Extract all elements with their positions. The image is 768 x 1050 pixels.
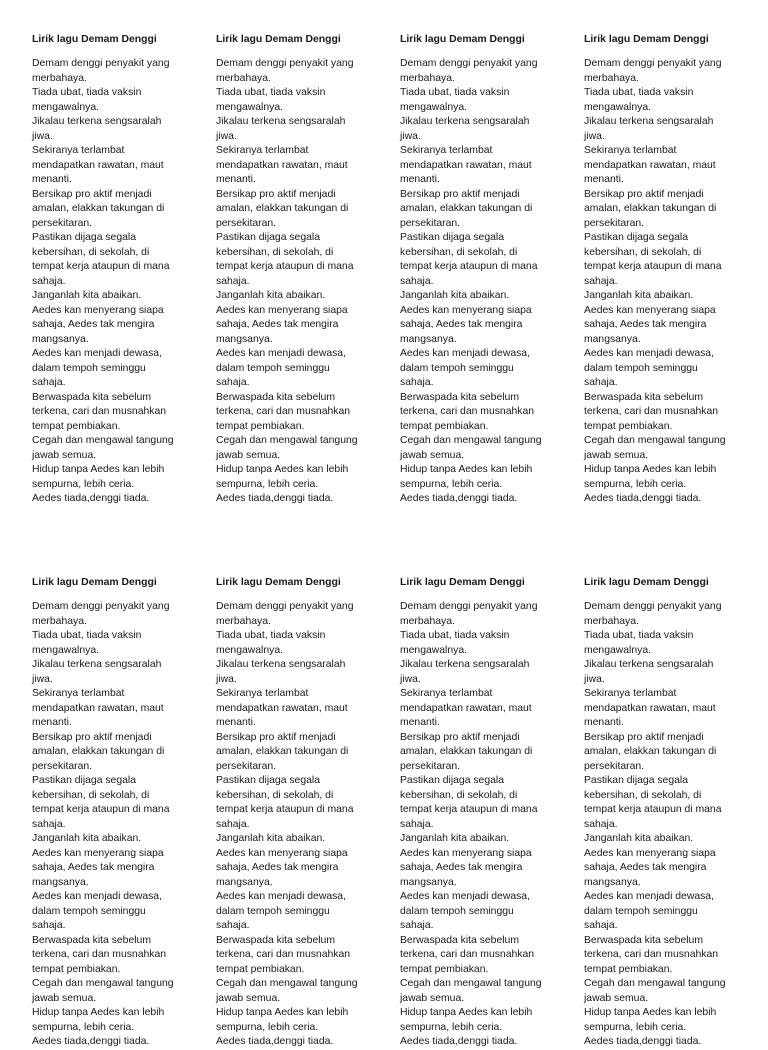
lyric-line: Berwaspada kita sebelum [32,391,151,403]
lyric-line: Aedes kan menjadi dewasa, [216,348,346,359]
lyric-line: Demam denggi penyakit yang [216,601,354,612]
lyric-line: sahaja. [400,920,434,931]
lyric-line: tempat kerja ataupun di mana [216,261,354,272]
lyric-line: Pastikan dijaga segala [216,232,320,243]
lyric-line: sahaja. [32,377,66,388]
lyric-line: tempat pembiakan. [216,963,305,975]
lyric-line: amalan, elakkan takungan di [584,746,717,757]
lyric-line: terkena, cari dan musnahkan [32,406,167,417]
lyric-line: Aedes kan menyerang siapa [400,847,532,859]
lyric-line: menanti. [584,717,624,728]
lyric-line: Tiada ubat, tiada vaksin [216,87,326,98]
lyric-line: Aedes tiada,denggi tiada. [400,1036,518,1047]
lyric-line: mengawalnya. [584,644,652,656]
lyric-line: sahaja. [400,275,434,287]
lyric-line: menanti. [32,174,72,185]
lyric-line: Aedes kan menjadi dewasa, [32,348,162,359]
lyric-line: sahaja, Aedes tak mengira [400,862,523,873]
lyric-line: Tiada ubat, tiada vaksin [584,87,694,98]
lyric-line: Aedes kan menjadi dewasa, [32,891,162,902]
lyric-title: Lirik lagu Demam Denggi [216,34,341,45]
lyric-line: sempurna, lebih ceria. [584,1021,687,1033]
lyric-line: mengawalnya. [584,101,652,113]
lyric-line: Tiada ubat, tiada vaksin [32,630,142,641]
lyric-line: mengawalnya. [400,644,468,656]
lyric-line: Aedes tiada,denggi tiada. [584,1036,702,1047]
lyric-line: Cegah dan mengawal tangung [216,435,358,446]
lyric-line: Aedes kan menyerang siapa [216,847,348,859]
lyric-line: Aedes tiada,denggi tiada. [216,1036,334,1047]
lyric-line: kebersihan, di sekolah, di [400,789,518,801]
lyric-line: Sekiranya terlambat [400,688,493,699]
lyric-line: dalam tempoh seminggu [32,905,146,917]
lyric-line: jawab semua. [216,449,281,461]
lyric-line: dalam tempoh seminggu [400,905,514,917]
lyric-card-r2-c1 [32,576,204,1050]
lyric-line: mengawalnya. [400,101,468,113]
lyric-title: Lirik lagu Demam Denggi [584,577,709,588]
lyric-line: Pastikan dijaga segala [216,775,320,786]
lyric-line: sempurna, lebih ceria. [400,478,503,490]
lyric-line: mengawalnya. [32,101,100,113]
lyric-line: menanti. [400,174,440,185]
lyric-line: dalam tempoh seminggu [216,362,330,374]
lyric-line: Aedes kan menyerang siapa [584,304,716,316]
lyric-line: sempurna, lebih ceria. [584,478,687,490]
lyric-line: Bersikap pro aktif menjadi [216,731,336,743]
lyric-line: Hidup tanpa Aedes kan lebih [400,464,533,475]
lyric-line: menanti. [400,717,440,728]
lyric-line: Aedes tiada,denggi tiada. [400,493,518,504]
lyric-card-r1-c4 [584,33,756,507]
lyric-body [584,57,756,507]
lyric-line: Janganlah kita abaikan. [400,290,510,301]
lyric-line: merbahaya. [32,72,87,84]
lyric-line: Jikalau terkena sengsaralah [216,116,346,127]
lyric-line: tempat kerja ataupun di mana [216,804,354,815]
lyric-line: Cegah dan mengawal tangung [584,978,726,989]
lyric-line: Demam denggi penyakit yang [584,601,722,612]
lyric-line: terkena, cari dan musnahkan [216,949,351,960]
lyric-line: kebersihan, di sekolah, di [584,789,702,801]
lyric-line: Sekiranya terlambat [32,145,125,156]
lyric-line: Hidup tanpa Aedes kan lebih [32,464,165,475]
lyric-line: tempat pembiakan. [400,963,489,975]
lyric-line: Cegah dan mengawal tangung [400,978,542,989]
lyric-line: dalam tempoh seminggu [584,905,698,917]
lyric-line: Bersikap pro aktif menjadi [584,188,704,200]
lyric-line: sempurna, lebih ceria. [216,478,319,490]
lyric-line: sahaja, Aedes tak mengira [400,319,523,330]
lyric-line: Berwaspada kita sebelum [400,391,519,403]
lyric-line: Sekiranya terlambat [584,145,677,156]
lyric-line: mangsanya. [584,876,641,888]
lyric-line: amalan, elakkan takungan di [400,203,533,214]
lyric-line: mendapatkan rawatan, maut [216,702,348,714]
lyric-line: Aedes kan menyerang siapa [584,847,716,859]
lyric-line: kebersihan, di sekolah, di [400,246,518,258]
lyric-line: Pastikan dijaga segala [32,232,136,243]
lyric-line: Jikalau terkena sengsaralah [32,659,162,670]
lyric-line: persekitaran. [32,217,93,229]
lyric-line: sempurna, lebih ceria. [400,1021,503,1033]
lyric-line: kebersihan, di sekolah, di [216,789,334,801]
lyric-line: sahaja. [216,377,250,388]
lyric-line: jiwa. [400,673,421,685]
lyric-line: Berwaspada kita sebelum [584,934,703,946]
lyric-line: Sekiranya terlambat [584,688,677,699]
lyric-line: sahaja. [584,818,618,830]
lyric-line: Tiada ubat, tiada vaksin [216,630,326,641]
lyric-line: Jikalau terkena sengsaralah [400,116,530,127]
lyric-line: mangsanya. [216,333,273,345]
lyric-line: menanti. [584,174,624,185]
lyric-line: merbahaya. [400,72,455,84]
lyric-line: sempurna, lebih ceria. [32,1021,135,1033]
lyric-line: Janganlah kita abaikan. [584,290,694,301]
lyric-line: merbahaya. [400,615,455,627]
lyric-line: merbahaya. [216,72,271,84]
lyric-line: Tiada ubat, tiada vaksin [32,87,142,98]
lyric-line: Bersikap pro aktif menjadi [584,731,704,743]
lyric-line: Berwaspada kita sebelum [32,934,151,946]
lyric-card-r2-c4 [584,576,756,1050]
lyric-line: menanti. [32,717,72,728]
lyric-line: terkena, cari dan musnahkan [400,406,535,417]
lyric-title: Lirik lagu Demam Denggi [400,577,525,588]
lyric-line: jiwa. [216,673,237,685]
lyric-line: Berwaspada kita sebelum [216,391,335,403]
lyric-line: Jikalau terkena sengsaralah [584,659,714,670]
lyric-line: Demam denggi penyakit yang [400,58,538,69]
lyric-line: Hidup tanpa Aedes kan lebih [584,464,717,475]
lyric-line: sahaja, Aedes tak mengira [216,319,339,330]
lyric-line: sempurna, lebih ceria. [216,1021,319,1033]
lyric-line: tempat pembiakan. [32,420,121,432]
lyric-line: Tiada ubat, tiada vaksin [400,630,510,641]
lyric-line: jiwa. [584,673,605,685]
lyric-line: jawab semua. [584,992,649,1004]
lyric-line: mangsanya. [32,333,89,345]
lyric-line: merbahaya. [584,72,639,84]
lyric-line: amalan, elakkan takungan di [32,203,165,214]
lyric-line: mangsanya. [400,876,457,888]
lyric-line: Hidup tanpa Aedes kan lebih [400,1007,533,1018]
lyric-line: mendapatkan rawatan, maut [32,702,164,714]
lyric-line: tempat kerja ataupun di mana [400,804,538,815]
lyric-line: tempat kerja ataupun di mana [32,261,170,272]
lyric-card-r1-c1 [32,33,204,507]
lyric-line: mendapatkan rawatan, maut [584,159,716,171]
lyric-line: terkena, cari dan musnahkan [400,949,535,960]
lyric-line: mendapatkan rawatan, maut [216,159,348,171]
lyric-line: Berwaspada kita sebelum [400,934,519,946]
lyric-card-r2-c3 [400,576,572,1050]
lyric-card-r1-c2 [216,33,388,507]
lyric-line: sahaja. [32,275,66,287]
lyric-line: Demam denggi penyakit yang [584,58,722,69]
lyric-title: Lirik lagu Demam Denggi [400,34,525,45]
lyric-line: Janganlah kita abaikan. [584,833,694,844]
lyric-line: Aedes kan menjadi dewasa, [400,348,530,359]
lyric-line: jiwa. [216,130,237,142]
lyric-line: mendapatkan rawatan, maut [400,702,532,714]
lyric-line: Demam denggi penyakit yang [32,601,170,612]
lyric-line: jawab semua. [400,449,465,461]
lyric-line: Aedes tiada,denggi tiada. [32,493,150,504]
lyric-line: Bersikap pro aktif menjadi [32,188,152,200]
lyric-line: Janganlah kita abaikan. [32,833,142,844]
lyric-line: sahaja. [584,377,618,388]
lyric-line: mengawalnya. [216,101,284,113]
lyric-body [216,57,388,507]
lyric-line: Jikalau terkena sengsaralah [400,659,530,670]
lyric-card-r1-c3 [400,33,572,507]
lyric-line: jiwa. [584,130,605,142]
lyric-body [400,600,572,1050]
lyric-line: Pastikan dijaga segala [400,232,504,243]
lyric-line: amalan, elakkan takungan di [32,746,165,757]
lyric-line: Janganlah kita abaikan. [32,290,142,301]
lyric-line: persekitaran. [32,760,93,772]
lyric-line: Bersikap pro aktif menjadi [400,731,520,743]
lyric-line: Jikalau terkena sengsaralah [216,659,346,670]
lyric-title: Lirik lagu Demam Denggi [584,34,709,45]
lyric-line: Tiada ubat, tiada vaksin [584,630,694,641]
lyric-line: Aedes kan menyerang siapa [400,304,532,316]
lyric-line: dalam tempoh seminggu [216,905,330,917]
lyric-line: tempat kerja ataupun di mana [584,804,722,815]
lyric-line: sahaja. [32,818,66,830]
lyric-line: jiwa. [32,673,53,685]
lyric-line: Tiada ubat, tiada vaksin [400,87,510,98]
lyric-line: sahaja. [400,377,434,388]
lyric-line: dalam tempoh seminggu [584,362,698,374]
lyric-line: jawab semua. [32,992,97,1004]
lyric-line: Sekiranya terlambat [32,688,125,699]
lyric-line: Demam denggi penyakit yang [400,601,538,612]
lyric-line: Pastikan dijaga segala [32,775,136,786]
lyric-line: tempat kerja ataupun di mana [400,261,538,272]
lyric-line: Aedes kan menjadi dewasa, [216,891,346,902]
lyric-line: Berwaspada kita sebelum [216,934,335,946]
lyric-card-r2-c2 [216,576,388,1050]
lyric-line: mendapatkan rawatan, maut [32,159,164,171]
lyric-line: Sekiranya terlambat [400,145,493,156]
lyric-line: Sekiranya terlambat [216,145,309,156]
lyric-body [584,600,756,1050]
lyric-line: Cegah dan mengawal tangung [400,435,542,446]
lyric-line: mangsanya. [32,876,89,888]
lyric-body [216,600,388,1050]
lyric-line: merbahaya. [216,615,271,627]
lyric-line: tempat kerja ataupun di mana [584,261,722,272]
lyric-line: Sekiranya terlambat [216,688,309,699]
lyric-line: Pastikan dijaga segala [584,232,688,243]
lyric-line: Hidup tanpa Aedes kan lebih [216,464,349,475]
lyric-line: Cegah dan mengawal tangung [584,435,726,446]
lyric-line: kebersihan, di sekolah, di [216,246,334,258]
lyric-body [400,57,572,507]
lyric-line: Aedes kan menyerang siapa [32,304,164,316]
lyric-line: kebersihan, di sekolah, di [32,246,150,258]
lyric-line: amalan, elakkan takungan di [400,746,533,757]
lyric-line: sahaja. [584,920,618,931]
lyric-line: jiwa. [32,130,53,142]
lyric-line: Berwaspada kita sebelum [584,391,703,403]
lyric-line: Aedes tiada,denggi tiada. [216,493,334,504]
lyric-line: Pastikan dijaga segala [584,775,688,786]
lyric-line: Aedes kan menjadi dewasa, [584,891,714,902]
lyric-line: Aedes tiada,denggi tiada. [584,493,702,504]
lyric-line: Cegah dan mengawal tangung [32,978,174,989]
lyric-line: Bersikap pro aktif menjadi [400,188,520,200]
lyric-line: Janganlah kita abaikan. [216,290,326,301]
lyric-line: amalan, elakkan takungan di [216,746,349,757]
lyric-line: jiwa. [400,130,421,142]
lyric-line: Bersikap pro aktif menjadi [32,731,152,743]
lyric-line: kebersihan, di sekolah, di [584,246,702,258]
lyric-line: Bersikap pro aktif menjadi [216,188,336,200]
lyric-line: mangsanya. [584,333,641,345]
lyric-line: persekitaran. [400,760,461,772]
lyric-line: Aedes kan menyerang siapa [32,847,164,859]
lyric-title: Lirik lagu Demam Denggi [32,577,157,588]
lyric-line: Aedes kan menjadi dewasa, [400,891,530,902]
lyric-body [32,600,204,1050]
lyric-line: Cegah dan mengawal tangung [32,435,174,446]
lyric-line: mangsanya. [400,333,457,345]
lyric-line: Demam denggi penyakit yang [32,58,170,69]
lyric-line: Aedes kan menyerang siapa [216,304,348,316]
lyric-line: tempat pembiakan. [584,963,673,975]
lyric-line: jawab semua. [584,449,649,461]
lyric-line: sempurna, lebih ceria. [32,478,135,490]
lyric-line: Cegah dan mengawal tangung [216,978,358,989]
lyric-line: mangsanya. [216,876,273,888]
lyric-line: tempat pembiakan. [216,420,305,432]
lyric-line: jawab semua. [32,449,97,461]
lyric-line: jawab semua. [400,992,465,1004]
lyric-line: mengawalnya. [32,644,100,656]
lyric-line: terkena, cari dan musnahkan [584,406,719,417]
lyric-line: sahaja, Aedes tak mengira [216,862,339,873]
lyric-line: tempat kerja ataupun di mana [32,804,170,815]
lyric-line: sahaja. [216,275,250,287]
lyric-line: sahaja, Aedes tak mengira [32,862,155,873]
lyric-line: dalam tempoh seminggu [32,362,146,374]
lyric-line: Janganlah kita abaikan. [216,833,326,844]
lyric-line: persekitaran. [216,217,277,229]
lyric-line: Jikalau terkena sengsaralah [32,116,162,127]
lyric-line: mendapatkan rawatan, maut [400,159,532,171]
lyric-line: persekitaran. [584,760,645,772]
lyric-line: Demam denggi penyakit yang [216,58,354,69]
lyric-line: merbahaya. [584,615,639,627]
lyric-line: tempat pembiakan. [400,420,489,432]
lyric-line: amalan, elakkan takungan di [216,203,349,214]
lyric-line: Pastikan dijaga segala [400,775,504,786]
lyric-line: menanti. [216,174,256,185]
lyric-title: Lirik lagu Demam Denggi [32,34,157,45]
lyric-line: sahaja, Aedes tak mengira [32,319,155,330]
lyric-line: terkena, cari dan musnahkan [216,406,351,417]
lyric-line: Janganlah kita abaikan. [400,833,510,844]
lyric-line: menanti. [216,717,256,728]
lyric-line: persekitaran. [400,217,461,229]
lyric-line: Hidup tanpa Aedes kan lebih [584,1007,717,1018]
lyric-line: amalan, elakkan takungan di [584,203,717,214]
lyric-line: terkena, cari dan musnahkan [584,949,719,960]
lyric-line: merbahaya. [32,615,87,627]
lyric-line: terkena, cari dan musnahkan [32,949,167,960]
lyric-line: sahaja, Aedes tak mengira [584,319,707,330]
lyric-body [32,57,204,507]
lyric-line: jawab semua. [216,992,281,1004]
lyric-line: sahaja. [216,818,250,830]
lyric-line: sahaja. [216,920,250,931]
lyric-line: tempat pembiakan. [584,420,673,432]
lyric-line: mendapatkan rawatan, maut [584,702,716,714]
lyric-line: sahaja. [400,818,434,830]
lyric-line: sahaja. [32,920,66,931]
lyric-line: persekitaran. [584,217,645,229]
lyric-line: Hidup tanpa Aedes kan lebih [32,1007,165,1018]
lyric-line: mengawalnya. [216,644,284,656]
lyric-line: Jikalau terkena sengsaralah [584,116,714,127]
lyric-line: Aedes kan menjadi dewasa, [584,348,714,359]
lyric-line: persekitaran. [216,760,277,772]
lyric-line: sahaja. [584,275,618,287]
lyric-line: dalam tempoh seminggu [400,362,514,374]
lyric-line: Hidup tanpa Aedes kan lebih [216,1007,349,1018]
lyric-title: Lirik lagu Demam Denggi [216,577,341,588]
lyric-line: kebersihan, di sekolah, di [32,789,150,801]
lyric-line: tempat pembiakan. [32,963,121,975]
lyric-line: sahaja, Aedes tak mengira [584,862,707,873]
lyric-line: Aedes tiada,denggi tiada. [32,1036,150,1047]
